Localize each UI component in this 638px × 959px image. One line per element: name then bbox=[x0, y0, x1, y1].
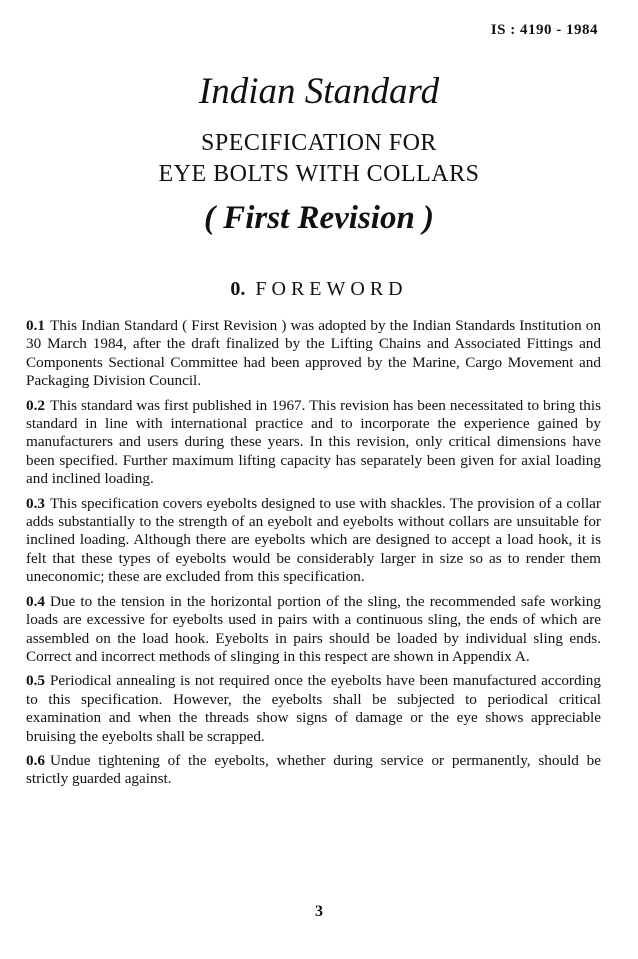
clause-0-4 bbox=[26, 593, 601, 667]
clause-number: 0.5 bbox=[26, 672, 45, 690]
document-title: Indian Standard bbox=[198, 71, 440, 112]
foreword-number: 0. bbox=[230, 278, 246, 300]
foreword-title: FOREWORD bbox=[255, 278, 408, 300]
clause-number: 0.2 bbox=[26, 396, 45, 414]
clause-text: Due to the tension in the horizontal portion of the sling, the recommended safe working loads are excessive for eyebolts used in pairs with a continuous sling, the ends of which are assembled on the load hook. Eyebolts in pairs should be loaded by individual sling ends. Correct and incorrect methods of slinging in this respect are shown in Appendix A. bbox=[26, 592, 601, 665]
clause-number: 0.3 bbox=[26, 494, 45, 512]
clause-number: 0.4 bbox=[26, 592, 45, 610]
clause-text: Undue tightening of the eyebolts, whether during service or permanently, should be strictly guarded against. bbox=[26, 751, 601, 788]
clause-text: Periodical annealing is not required once the eyebolts have been manufactured according to this specification. However, the eyebolts shall be subjected to periodical critical examination and when the threads show signs of damage or the eye shows appreciable bruising the eyebolts shall be scrapped. bbox=[26, 672, 601, 745]
foreword-body bbox=[26, 317, 601, 795]
clause-number: 0.1 bbox=[26, 317, 45, 334]
specification-title-line-1: SPECIFICATION FOR bbox=[201, 130, 437, 156]
specification-title-line-2: EYE BOLTS WITH COLLARS bbox=[158, 161, 480, 187]
clause-0-3 bbox=[26, 495, 601, 587]
page-number: 3 bbox=[315, 903, 323, 920]
clause-0-6 bbox=[26, 752, 601, 789]
clause-0-1 bbox=[26, 317, 601, 391]
revision-label: ( First Revision ) bbox=[203, 200, 435, 236]
clause-number: 0.6 bbox=[26, 751, 45, 769]
clause-0-5 bbox=[26, 672, 601, 746]
clause-0-2 bbox=[26, 397, 601, 489]
standard-code: IS : 4190 - 1984 bbox=[490, 22, 598, 38]
clause-text: This specification covers eyebolts designed to use with shackles. The provision of a collar adds substantially to the strength of an eyebolt and eyebolts without collars are unsuitable for inclined loading. Although there are eyebolts which are designed to accept a load hook, it is felt that these types of eyebolts would be considerably larger in size so as to render them uneconomic; these are excluded from this specification. bbox=[26, 494, 601, 586]
foreword-heading bbox=[0, 275, 638, 303]
clause-text: This Indian Standard ( First Revision ) was adopted by the Indian Standards Institution on 30 March 1984, after the draft finalized by the Lifting Chains and Associated Fittings and Components Sectional Committee had been approved by the Marine, Cargo Movement and Packaging Division Council. bbox=[26, 317, 601, 390]
clause-text: This standard was first published in 1967. This revision has been necessitated to bring this standard in line with international practice and to incorporate the experience gained by manufacturers and users during these years. In this revision, only critical dimensions have been specified. Further maximum lifting capacity has separately been given for axial loading and inclined loading. bbox=[26, 396, 601, 488]
specification-title bbox=[0, 128, 638, 190]
